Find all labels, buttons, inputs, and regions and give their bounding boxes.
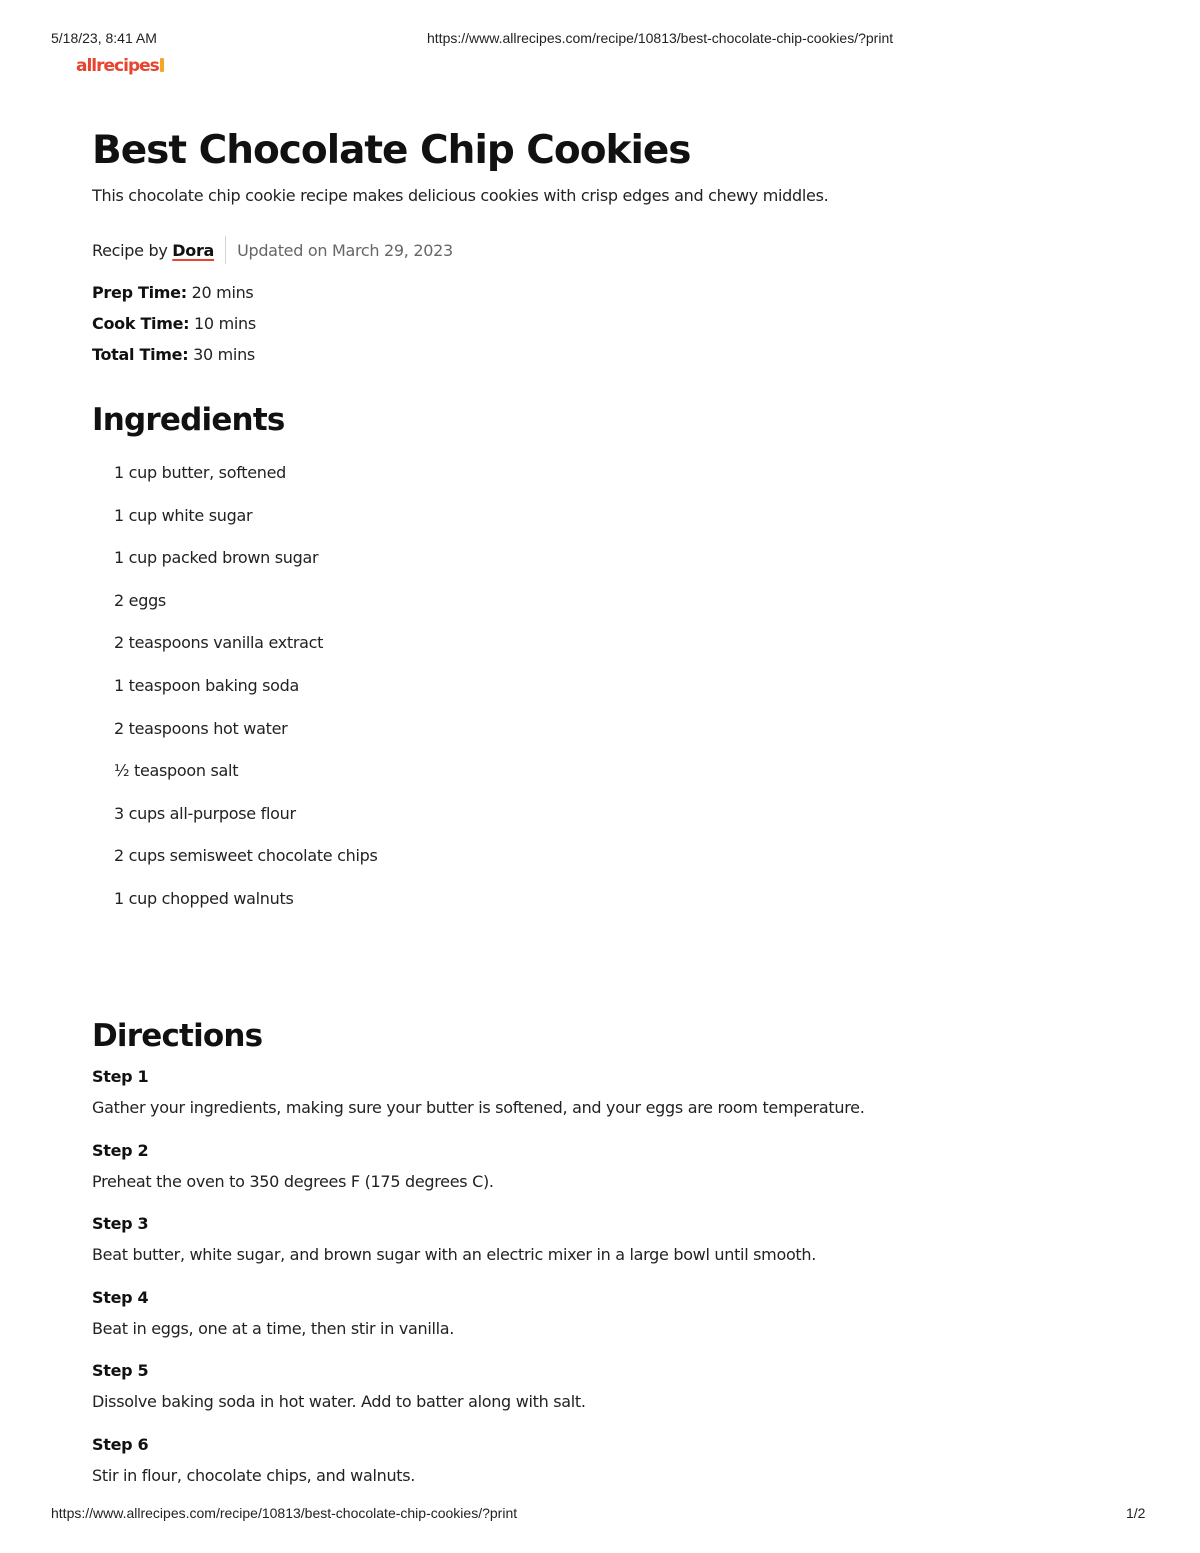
directions-heading: Directions bbox=[92, 1018, 263, 1054]
allrecipes-logo[interactable] bbox=[76, 56, 164, 76]
step-label: Step 5 bbox=[92, 1361, 149, 1380]
step-label: Step 2 bbox=[92, 1140, 149, 1160]
cook-time bbox=[92, 313, 256, 344]
step-label: Step 1 bbox=[92, 1067, 149, 1086]
step-text: Beat butter, white sugar, and brown sugar with an electric mixer in a large bowl until smooth. bbox=[92, 1245, 817, 1264]
step-text: Beat in eggs, one at a time, then stir in vanilla. bbox=[92, 1318, 455, 1338]
byline-divider bbox=[225, 236, 226, 264]
footer-url[interactable]: https://www.allrecipes.com/recipe/10813/best-chocolate-chip-cookies/?print bbox=[51, 1505, 518, 1521]
ingredient-item: 2 eggs bbox=[114, 590, 166, 610]
step-text: Preheat the oven to 350 degrees F (175 degrees C). bbox=[92, 1171, 494, 1191]
ingredient-item: 3 cups all-purpose flour bbox=[114, 803, 296, 823]
direction-step bbox=[92, 1360, 865, 1434]
step-label: Step 6 bbox=[92, 1434, 149, 1454]
ingredient-item: 2 cups semisweet chocolate chips bbox=[114, 846, 378, 866]
ingredient-item: 2 teaspoons hot water bbox=[114, 718, 288, 738]
step-label: Step 3 bbox=[92, 1214, 149, 1233]
updated-date: Updated on March 29, 2023 bbox=[237, 240, 453, 260]
byline-prefix: Recipe by bbox=[92, 240, 173, 260]
direction-step bbox=[92, 1434, 865, 1508]
prep-time bbox=[92, 282, 256, 313]
direction-step bbox=[92, 1287, 865, 1361]
step-text: Stir in flour, chocolate chips, and walnuts. bbox=[92, 1465, 416, 1485]
logo-mark-icon bbox=[160, 58, 164, 72]
cook-time-label: Cook Time: bbox=[92, 314, 190, 333]
logo-text: allrecipes bbox=[76, 56, 159, 76]
step-label: Step 4 bbox=[92, 1287, 149, 1307]
prep-time-label: Prep Time: bbox=[92, 283, 187, 302]
ingredient-item: 2 teaspoons vanilla extract bbox=[114, 633, 324, 653]
prep-time-value: 20 mins bbox=[186, 283, 254, 302]
total-time-label: Total Time: bbox=[92, 345, 189, 364]
step-text: Dissolve baking soda in hot water. Add to batter along with salt. bbox=[92, 1392, 586, 1411]
ingredient-item: 1 cup packed brown sugar bbox=[114, 548, 319, 568]
total-time bbox=[92, 344, 256, 375]
cook-time-value: 10 mins bbox=[189, 314, 256, 333]
ingredient-item: 1 cup white sugar bbox=[114, 505, 253, 525]
recipe-title: Best Chocolate Chip Cookies bbox=[92, 128, 691, 173]
directions-list bbox=[92, 1066, 865, 1507]
byline bbox=[92, 236, 453, 264]
recipe-description: This chocolate chip cookie recipe makes delicious cookies with crisp edges and chewy middles. bbox=[92, 186, 829, 205]
direction-step bbox=[92, 1213, 865, 1287]
ingredient-item: 1 cup butter, softened bbox=[114, 463, 287, 482]
page-number: 1/2 bbox=[1126, 1505, 1146, 1521]
print-date: 5/18/23, 8:41 AM bbox=[51, 30, 157, 46]
ingredients-heading: Ingredients bbox=[92, 402, 285, 438]
step-text: Gather your ingredients, making sure your butter is softened, and your eggs are room temperature. bbox=[92, 1098, 865, 1117]
ingredient-item: ½ teaspoon salt bbox=[114, 761, 239, 781]
print-url[interactable]: https://www.allrecipes.com/recipe/10813/best-chocolate-chip-cookies/?print bbox=[427, 30, 894, 46]
direction-step bbox=[92, 1140, 865, 1214]
direction-step bbox=[92, 1066, 865, 1140]
ingredient-item: 1 teaspoon baking soda bbox=[114, 675, 300, 695]
author-link[interactable]: Dora bbox=[172, 240, 215, 260]
recipe-times bbox=[92, 282, 256, 375]
ingredient-item: 1 cup chopped walnuts bbox=[114, 888, 294, 908]
total-time-value: 30 mins bbox=[188, 345, 255, 364]
ingredients-list bbox=[114, 462, 378, 931]
